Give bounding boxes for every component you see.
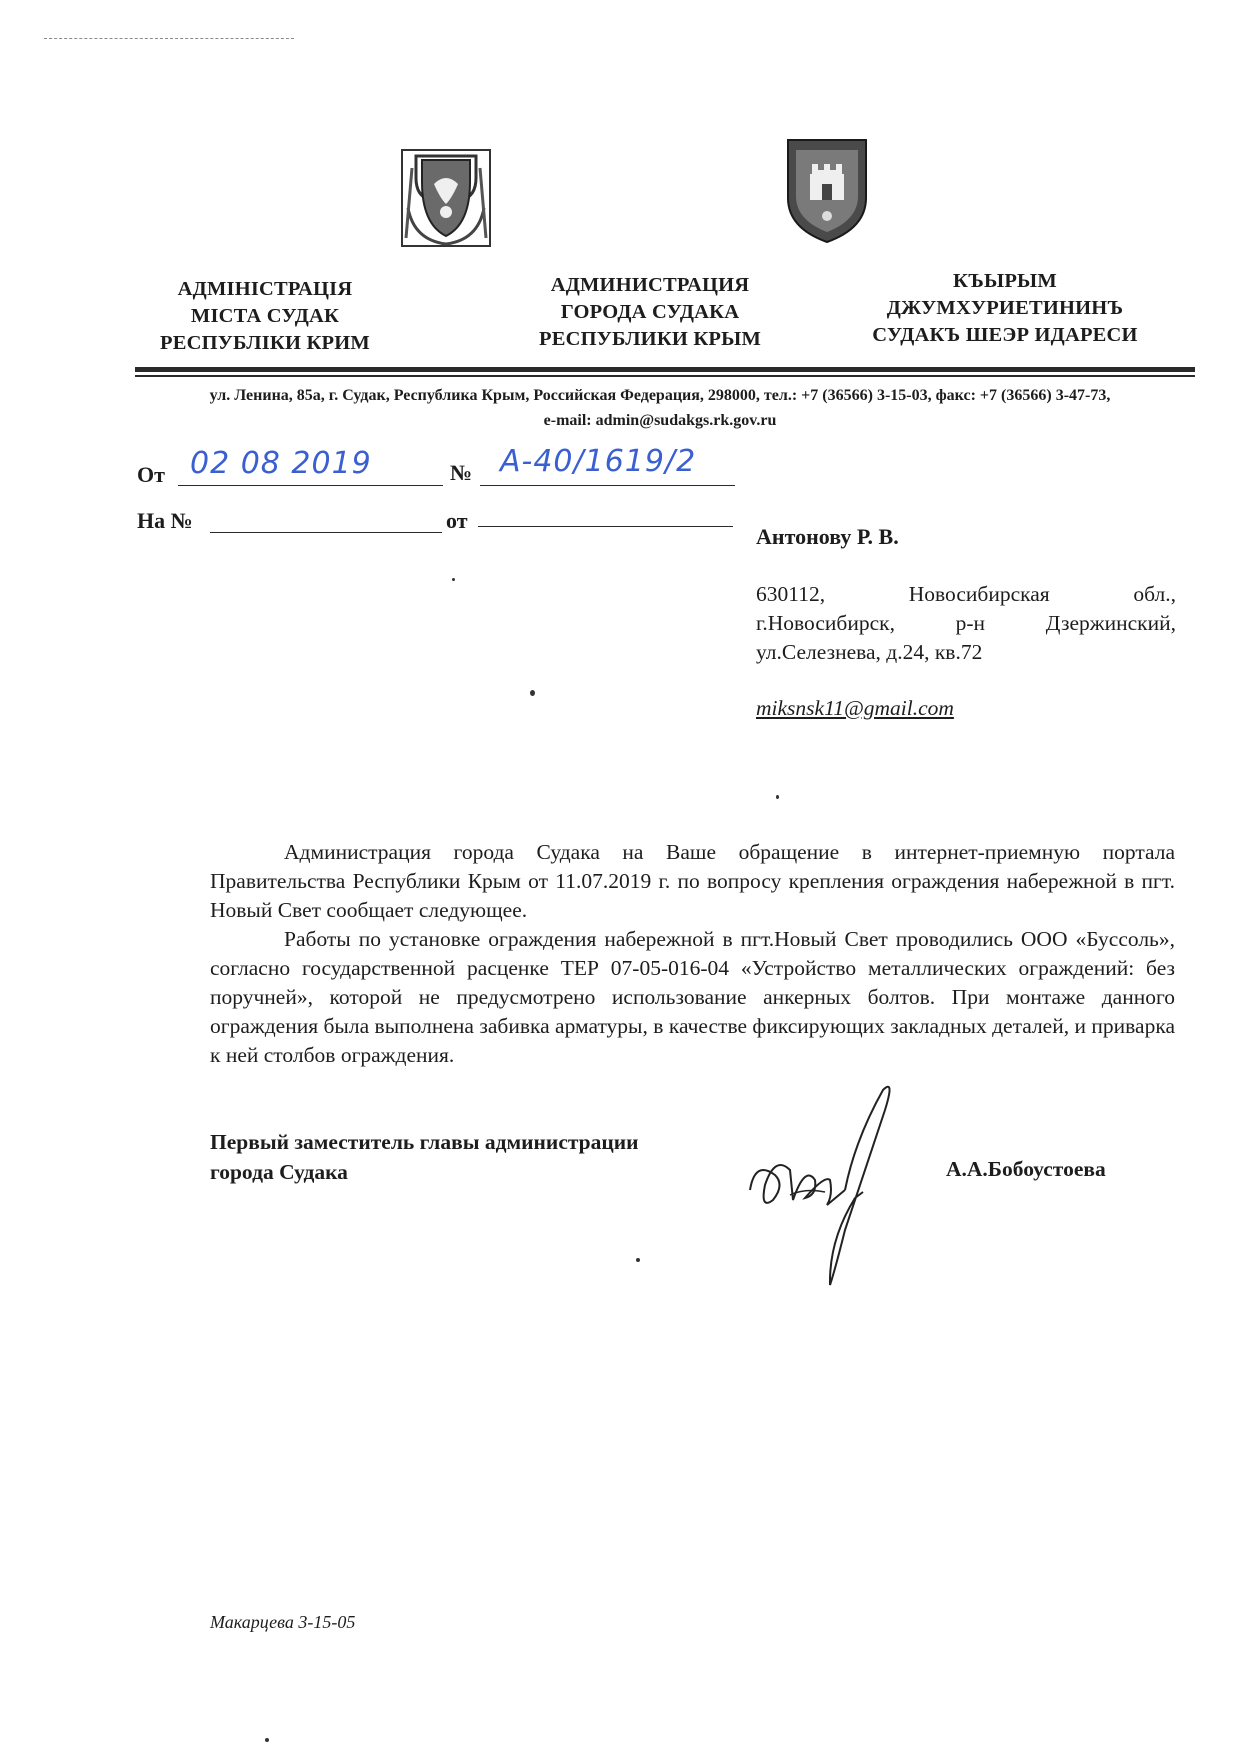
letter-body <box>210 838 1175 1070</box>
sudak-coat-of-arms-icon <box>782 138 872 244</box>
signer-position-line: города Судака <box>210 1160 348 1184</box>
header-crh-line: СУДАКЪ ШЕЭР ИДАРЕСИ <box>872 324 1138 346</box>
address-line: г.Новосибирск, р-н Дзержинский, <box>756 611 1176 635</box>
scan-speck <box>776 795 779 799</box>
number-line <box>480 485 735 486</box>
header-ua <box>140 276 390 357</box>
crimea-coat-of-arms-icon <box>398 148 494 248</box>
handwritten-signature <box>745 1080 895 1290</box>
to-number-line <box>210 532 442 533</box>
signer-position-line: Первый заместитель главы администрации <box>210 1130 639 1154</box>
recipient-name: Антонову Р. В. <box>756 524 899 549</box>
header-crh <box>860 268 1150 349</box>
from-label: От <box>137 462 165 487</box>
header-ua-line: АДМІНІСТРАЦІЯ <box>177 278 353 300</box>
header-crh-line: ДЖУМХУРИЕТИНИНЪ <box>886 297 1124 319</box>
body-paragraph: Администрация города Судака на Ваше обращение в интернет-приемную портала Правительства Республики Крым от 11.07.2019 г. по вопросу крепления ограждения набережной в пгт. Новый Свет сообщает следующее. <box>210 840 1175 922</box>
executor-note: Макарцева 3-15-05 <box>210 1612 356 1632</box>
recipient-email: miksnsk11@gmail.com <box>756 696 954 720</box>
recipient-address <box>756 580 1176 667</box>
header-ua-line: МІСТА СУДАК <box>190 305 340 327</box>
header-ru-line: ГОРОДА СУДАКА <box>560 301 740 323</box>
to-date-line <box>478 526 733 527</box>
contact-info <box>120 383 1200 433</box>
header-rule-thin <box>135 375 1195 377</box>
from-date-line <box>178 485 443 486</box>
header-ua-line: РЕСПУБЛІКИ КРИМ <box>160 332 370 354</box>
number-handwritten: А-40/1619/2 <box>500 444 697 479</box>
scan-speck <box>265 1738 269 1742</box>
to-date-label: от <box>446 508 468 533</box>
signer-position <box>210 1127 639 1187</box>
header-rule-thick <box>135 367 1195 372</box>
address-line: ул.Селезнева, д.24, кв.72 <box>756 640 983 664</box>
body-paragraph: Работы по установке ограждения набережной в пгт.Новый Свет проводились ООО «Буссоль», согласно государственной расценке ТЕР 07-05-016-04 «Устройство металлических ограждений: без поручней», которой не предусмотрено использование анкерных болтов. При монтаже данного ограждения была выполнена забивка арматуры, в качестве фиксирующих закладных деталей, и приварка к ней столбов ограждения. <box>210 927 1175 1067</box>
contact-email: e-mail: admin@sudakgs.rk.gov.ru <box>543 412 777 429</box>
header-ru-line: РЕСПУБЛИКИ КРЫМ <box>538 328 762 350</box>
header-ru <box>520 272 780 353</box>
scan-speck <box>636 1258 640 1262</box>
contact-address: ул. Ленина, 85а, г. Судак, Республика Крым, Российская Федерация, 298000, тел.: +7 (36566) 3-15-03, факс: +7 (36566) 3-47-73, <box>209 387 1111 404</box>
number-label: № <box>450 460 473 485</box>
address-line: 630112, Новосибирская обл., <box>756 582 1176 606</box>
scan-speck <box>452 578 455 581</box>
header-ru-line: АДМИНИСТРАЦИЯ <box>550 274 750 296</box>
scan-edge-line <box>44 38 294 39</box>
scan-speck <box>530 690 535 696</box>
to-number-label: На № <box>137 508 193 533</box>
from-date-handwritten: 02 08 2019 <box>190 446 372 481</box>
header-crh-line: КЪЫРЫМ <box>953 270 1057 292</box>
signer-name: А.А.Бобоустоева <box>946 1157 1106 1181</box>
